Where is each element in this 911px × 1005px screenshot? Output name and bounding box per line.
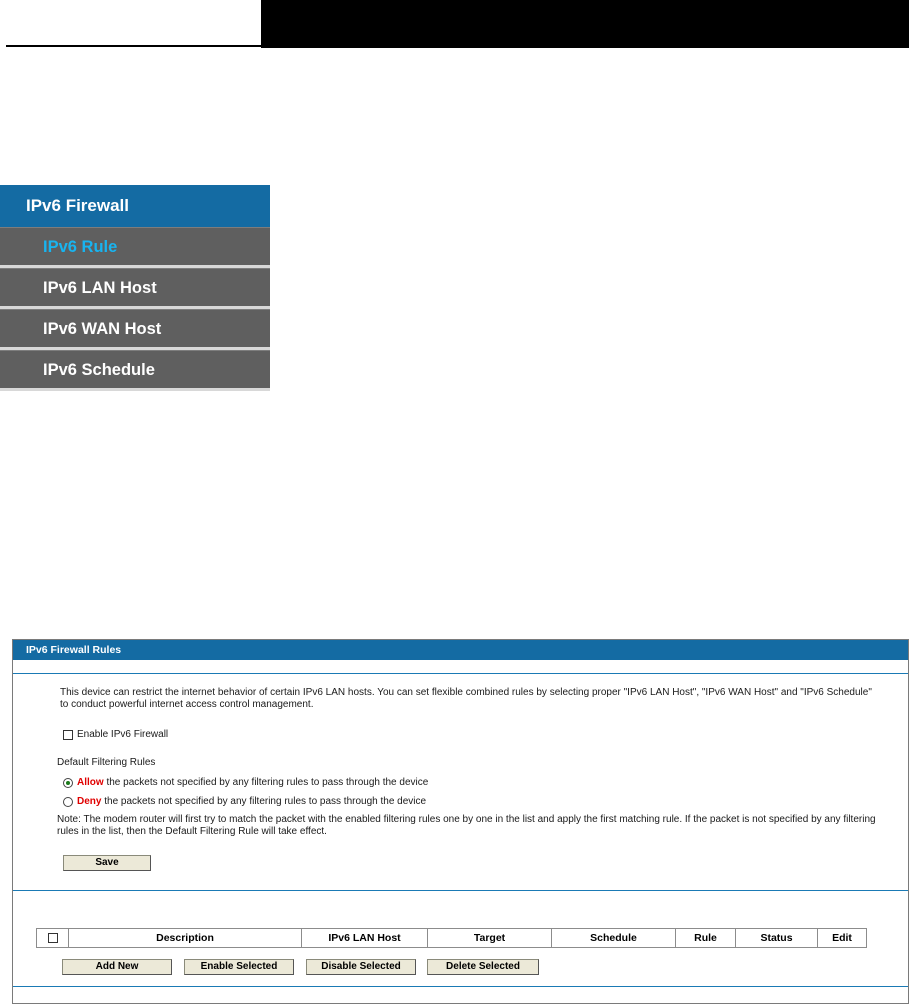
allow-option-text xyxy=(77,777,428,789)
enable-selected-button[interactable]: Enable Selected xyxy=(184,959,294,975)
ipv6-firewall-menu xyxy=(0,185,270,391)
column-header-target: Target xyxy=(428,929,552,948)
deny-radio[interactable] xyxy=(63,797,73,807)
enable-firewall-label: Enable IPv6 Firewall xyxy=(77,729,169,740)
column-header-schedule: Schedule xyxy=(552,929,676,948)
save-button[interactable]: Save xyxy=(63,855,151,871)
deny-description: the packets not specified by any filtering rules to pass through the device xyxy=(101,796,427,807)
deny-word: Deny xyxy=(77,796,102,807)
default-filtering-rules-label: Default Filtering Rules xyxy=(57,757,156,768)
menu-header[interactable]: IPv6 Firewall xyxy=(0,185,270,227)
header-left-rule xyxy=(6,0,261,47)
enable-firewall-checkbox[interactable] xyxy=(63,730,73,740)
divider xyxy=(13,673,908,674)
allow-radio[interactable] xyxy=(63,778,73,788)
select-all-cell xyxy=(37,929,69,948)
column-header-lan-host: IPv6 LAN Host xyxy=(302,929,428,948)
description-text: This device can restrict the internet behavior of certain IPv6 LAN hosts. You can set flexible combined rules by selecting proper "IPv6 LAN Host", "IPv6 WAN Host" and "IPv6 Schedule" to conduct powerful internet access control management. xyxy=(60,687,872,710)
divider xyxy=(13,986,908,987)
table-header-row xyxy=(37,929,867,948)
allow-description: the packets not specified by any filtering rules to pass through the device xyxy=(103,777,429,788)
note-text: Note: The modem router will first try to match the packet with the enabled filtering rules one by one in the list and apply the first matching rule. If the packet is not specified by any filtering rules in the list, then the Default Filtering Rule will take effect. xyxy=(57,814,876,837)
rules-table xyxy=(36,928,867,948)
divider xyxy=(13,890,908,891)
column-header-rule: Rule xyxy=(676,929,736,948)
select-all-checkbox[interactable] xyxy=(48,933,58,943)
disable-selected-button[interactable]: Disable Selected xyxy=(306,959,416,975)
column-header-status: Status xyxy=(736,929,818,948)
allow-word: Allow xyxy=(77,777,104,788)
column-header-description: Description xyxy=(69,929,302,948)
firewall-rules-panel xyxy=(12,639,909,1004)
delete-selected-button[interactable]: Delete Selected xyxy=(427,959,539,975)
header-black-bar xyxy=(261,0,909,48)
menu-item-ipv6-wan-host[interactable]: IPv6 WAN Host xyxy=(0,309,270,347)
menu-item-ipv6-rule[interactable]: IPv6 Rule xyxy=(0,227,270,265)
panel-title: IPv6 Firewall Rules xyxy=(13,640,908,660)
menu-item-ipv6-schedule[interactable]: IPv6 Schedule xyxy=(0,350,270,388)
deny-option-text xyxy=(77,796,426,808)
column-header-edit: Edit xyxy=(818,929,867,948)
add-new-button[interactable]: Add New xyxy=(62,959,172,975)
menu-item-ipv6-lan-host[interactable]: IPv6 LAN Host xyxy=(0,268,270,306)
